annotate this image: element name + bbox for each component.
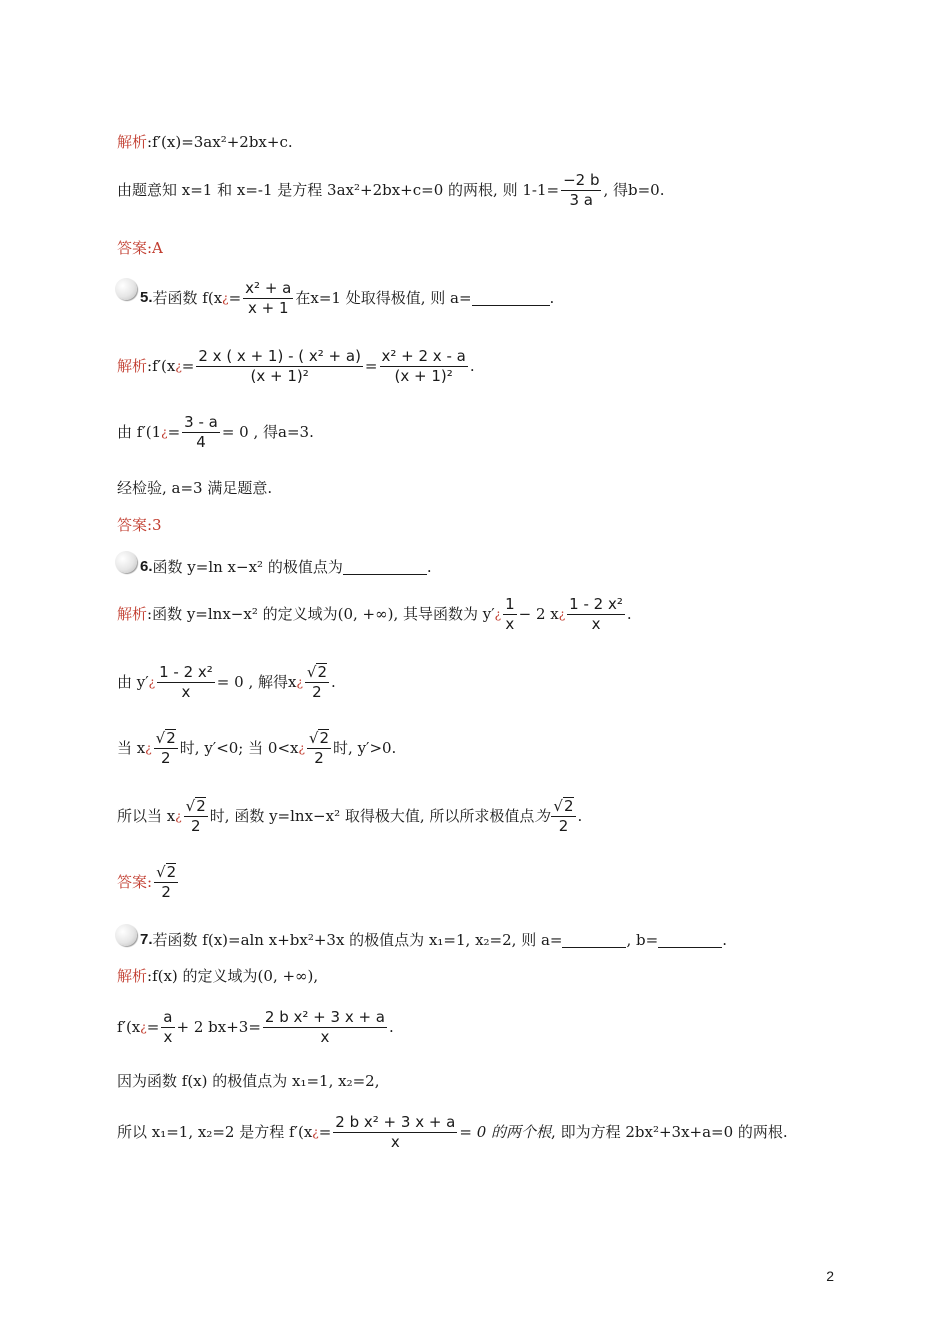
solution-label: 解析 (117, 605, 148, 623)
solution-line (117, 170, 890, 210)
sqrt-fraction: $\frac{√2}{2}$ (553, 796, 574, 835)
fraction: $\frac{\text{1 - 2 x²}}{x}$ (569, 594, 623, 633)
question-5: 5. 若函数 f(x ¿ = $\frac{\text{x² + a}}{x + 1}$ 在x=1 处取得极值, 则 a= . (140, 278, 555, 317)
question-text: 若函数 f(x (152, 289, 223, 307)
fraction: $\frac{-2 b}{3 a}$ (563, 170, 600, 209)
solution-label: 解析 (117, 133, 148, 151)
solution-line: 解析 :f(x) 的定义域为(0, +∞), (117, 967, 319, 985)
solution-line: 因为函数 f(x) 的极值点为 x₁=1, x₂=2, (117, 1072, 380, 1090)
fraction: $\frac{3 - a}{4}$ (184, 412, 218, 451)
solution-line: 所以 x₁=1, x₂=2 是方程 f′(x ¿ = $\frac{\text{2 b x² + 3 x + a}}{x}$ = 0 的两个根 , 即为方程 2bx²+3x+a=0 的两根. (117, 1112, 788, 1151)
question-bullet-icon (115, 551, 137, 573)
solution-line: 解析 :函数 y=lnx−x² 的定义域为(0, +∞), 其导函数为 y′ ¿ $\frac{1}{x}$ − 2 x ¿ $\frac{\text{1 - 2 x²}}{x}$ . (117, 594, 632, 633)
solution-text: 由题意知 x=1 和 x=-1 是方程 3ax²+2bx+c=0 的两根, 则 1-1= (117, 181, 560, 199)
question-7: 7. 若函数 f(x)=aln x+bx²+3x 的极值点为 x₁=1, x₂=2, 则 a= , b= . (140, 931, 727, 949)
fraction: $\frac{\text{x² + a}}{x + 1}$ (245, 278, 292, 317)
question-text: 若函数 f(x)=aln x+bx²+3x 的极值点为 x₁=1, x₂=2, 则 a= (152, 931, 563, 949)
solution-text: :f′(x)=3ax²+2bx+c. (147, 133, 293, 151)
question-bullet-icon (115, 924, 137, 946)
question-number: 7. (140, 931, 153, 948)
answer-blank-b[interactable] (658, 933, 722, 948)
question-6: 6. 函数 y=ln x−x² 的极值点为 . (140, 558, 432, 576)
fraction: $\frac{\text{2 x ( x + 1) - ( x² + a)}}{\text{(x + 1)²}}$ (198, 346, 361, 385)
solution-label: 解析 (117, 967, 148, 985)
solution-line: 经检验, a=3 满足题意. (117, 479, 273, 497)
answer-line: 答案:A (117, 239, 163, 257)
fraction: $\frac{\text{x² + 2 x - a}}{\text{(x + 1)²}}$ (381, 346, 466, 385)
solution-line (117, 132, 890, 152)
sqrt-fraction: $\frac{√2}{2}$ (156, 862, 177, 901)
answer-line: 答案:3 (117, 516, 162, 534)
question-text: 函数 y=ln x−x² 的极值点为 (152, 558, 343, 576)
sqrt-fraction: $\frac{√2}{2}$ (308, 728, 330, 767)
solution-line: 由 f′(1 ¿ = $\frac{3 - a}{4}$ = 0 , 得a=3. (117, 412, 314, 451)
answer-blank[interactable] (343, 560, 427, 575)
sqrt-fraction: $\frac{√2}{2}$ (306, 662, 327, 701)
solution-text: , 得b=0. (603, 181, 665, 199)
fraction: $\frac{a}{x}$ (163, 1007, 173, 1046)
solution-line: 由 y′ ¿ $\frac{\text{1 - 2 x²}}{x}$ = 0 , 解得x ¿ $\frac{√2}{2}$ . (117, 662, 336, 701)
solution-line: 当 x ¿ $\frac{√2}{2}$ 时, y′<0; 当 0<x ¿ $\frac{√2}{2}$ 时, y′>0. (117, 728, 397, 767)
solution-line: 解析 :f′(x ¿ = $\frac{\text{2 x ( x + 1) - ( x² + a)}}{\text{(x + 1)²}}$ = $\frac{\text{x² + 2 x - a}}{\text{(x + 1)²}}$ . (117, 346, 475, 385)
question-number: 5. (140, 289, 153, 306)
sqrt-fraction: $\frac{√2}{2}$ (185, 796, 206, 835)
fraction: $\frac{\text{2 b x² + 3 x + a}}{x}$ (264, 1007, 385, 1046)
answer-line: 答案: $\frac{√2}{2}$ (117, 862, 177, 901)
solution-label: 解析 (117, 357, 148, 375)
answer-blank-a[interactable] (562, 933, 626, 948)
page-number: 2 (826, 1268, 834, 1284)
fraction: $\frac{\text{2 b x² + 3 x + a}}{x}$ (335, 1112, 456, 1151)
question-bullet-icon (115, 278, 137, 300)
solution-line: 所以当 x ¿ $\frac{√2}{2}$ 时, 函数 y=lnx−x² 取得极大值, 所以所求极值点 为 $\frac{√2}{2}$ . (117, 796, 583, 835)
question-number: 6. (140, 558, 153, 575)
answer-blank[interactable] (472, 291, 550, 306)
fraction: $\frac{\text{1 - 2 x²}}{x}$ (159, 662, 213, 701)
sqrt-fraction: $\frac{√2}{2}$ (155, 728, 176, 767)
solution-line: f′(x ¿ = $\frac{a}{x}$ + 2 bx+3 = $\frac{\text{2 b x² + 3 x + a}}{x}$ . (117, 1007, 394, 1046)
fraction: $\frac{1}{x}$ (505, 594, 515, 633)
